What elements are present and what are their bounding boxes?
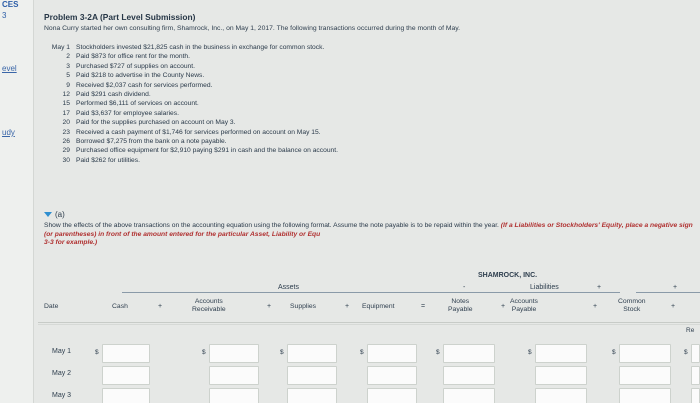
list-item — [44, 90, 338, 99]
col-header-accounts-payable — [510, 298, 538, 314]
minus-sign: - — [463, 284, 466, 291]
list-item — [44, 156, 338, 165]
row-date: May 3 — [52, 392, 72, 399]
table-row — [38, 388, 700, 403]
nav-label-number[interactable]: 3 — [2, 11, 7, 20]
col-header-date: Date — [44, 303, 59, 310]
group-label-assets: Assets — [278, 284, 300, 291]
col-header-line: Payable — [448, 306, 473, 313]
currency-sign: $ — [95, 349, 99, 356]
list-item — [44, 146, 338, 155]
plus-sign: + — [267, 303, 272, 310]
txn-date: 5 — [66, 72, 70, 80]
instructions-emphasis: (If a Liabilities or Stockholders' Equity, place a negative sign (or parentheses) in front of the amount entered for the particular Asset, Liability or Equ — [44, 222, 693, 238]
currency-sign: $ — [360, 349, 364, 356]
part-a-instructions — [44, 222, 700, 248]
list-item — [44, 43, 338, 52]
list-item — [44, 81, 338, 90]
accounts-receivable-input[interactable] — [209, 366, 259, 385]
currency-sign: $ — [612, 349, 616, 356]
txn-date: 29 — [62, 147, 70, 155]
txn-desc: Stockholders invested $21,825 cash in the business in exchange for common stock. — [76, 44, 325, 51]
list-item — [44, 109, 338, 118]
col-header-line: Receivable — [192, 306, 226, 313]
common-stock-input[interactable] — [619, 388, 671, 403]
currency-sign: $ — [436, 349, 440, 356]
cash-input[interactable] — [102, 344, 150, 363]
txn-date: 3 — [66, 62, 70, 70]
table-row — [38, 366, 700, 388]
col-header-line: Stock — [623, 306, 641, 313]
col-header-line: Accounts — [194, 298, 223, 305]
plus-sign: + — [671, 303, 676, 310]
problem-content — [38, 0, 700, 403]
next-column-input[interactable] — [691, 344, 700, 363]
cash-input[interactable] — [102, 388, 150, 403]
equals-sign: = — [421, 303, 426, 310]
col-header-truncated: Re — [686, 327, 695, 334]
list-item — [44, 71, 338, 80]
group-rule-equity — [636, 292, 700, 293]
plus-sign: + — [597, 284, 602, 291]
notes-payable-input[interactable] — [443, 344, 495, 363]
txn-desc: Paid for the supplies purchased on account on May 3. — [76, 119, 236, 127]
txn-desc: Performed $6,111 of services on account. — [76, 100, 199, 108]
txn-date: 23 — [62, 128, 70, 136]
equipment-input[interactable] — [367, 388, 417, 403]
txn-date: 15 — [62, 100, 70, 108]
supplies-input[interactable] — [287, 344, 337, 363]
currency-sign: $ — [684, 349, 688, 356]
instructions-plain: Show the effects of the above transactions on the accounting equation using the following format. Assume the note payable is to be repaid within the year. — [44, 222, 499, 229]
cash-input[interactable] — [102, 366, 150, 385]
txn-date: 26 — [62, 137, 70, 145]
txn-date: May 1 — [51, 44, 70, 51]
nav-link-study[interactable]: udy — [2, 128, 15, 137]
col-header-accounts-receivable — [192, 298, 226, 314]
plus-sign: + — [158, 303, 163, 310]
accounts-receivable-input[interactable] — [209, 344, 259, 363]
plus-sign: + — [345, 303, 350, 310]
next-column-input[interactable] — [691, 388, 700, 403]
currency-sign: $ — [202, 349, 206, 356]
txn-desc: Received a cash payment of $1,746 for services performed on account on May 15. — [76, 128, 321, 136]
col-header-line: Payable — [511, 306, 537, 313]
list-item — [44, 137, 338, 146]
header-divider — [38, 324, 700, 325]
accounts-payable-input[interactable] — [535, 344, 587, 363]
txn-desc: Paid $291 cash dividend. — [76, 90, 151, 98]
accounts-receivable-input[interactable] — [209, 388, 259, 403]
problem-title: Problem 3-2A (Part Level Submission) — [44, 12, 196, 22]
col-header-supplies: Supplies — [290, 303, 317, 310]
equipment-input[interactable] — [367, 344, 417, 363]
plus-sign: + — [673, 284, 678, 291]
currency-sign: $ — [280, 349, 284, 356]
txn-desc: Borrowed $7,275 from the bank on a note payable. — [76, 137, 227, 145]
group-rule-assets — [122, 292, 478, 293]
txn-desc: Paid $3,637 for employee salaries. — [76, 109, 179, 117]
col-header-line: Accounts — [510, 298, 538, 305]
txn-desc: Paid $262 for utilities. — [76, 156, 140, 164]
currency-sign: $ — [528, 349, 532, 356]
plus-sign: + — [501, 303, 506, 310]
list-item — [44, 118, 338, 127]
equipment-input[interactable] — [367, 366, 417, 385]
txn-desc: Purchased office equipment for $2,910 paying $291 in cash and the balance on account. — [76, 147, 338, 155]
company-name: SHAMROCK, INC. — [478, 272, 538, 279]
transaction-list — [44, 43, 338, 165]
list-item — [44, 52, 338, 61]
accounts-payable-input[interactable] — [535, 388, 587, 403]
txn-date: 9 — [66, 81, 70, 89]
txn-date: 20 — [62, 119, 70, 127]
col-header-common-stock — [618, 298, 646, 314]
col-header-line: Notes — [451, 298, 470, 305]
list-item — [44, 62, 338, 71]
caret-down-icon — [44, 212, 52, 217]
col-header-cash: Cash — [112, 303, 128, 310]
group-rule-liabilities — [478, 292, 620, 293]
common-stock-input[interactable] — [619, 344, 671, 363]
plus-sign: + — [593, 303, 598, 310]
nav-link-level[interactable]: evel — [2, 64, 17, 73]
row-date: May 2 — [52, 370, 72, 377]
txn-date: 17 — [62, 109, 70, 117]
header-divider — [38, 322, 700, 323]
supplies-input[interactable] — [287, 366, 337, 385]
table-row — [38, 344, 700, 366]
problem-intro: Nona Curry started her own consulting firm, Shamrock, Inc., on May 1, 2017. The following transactions occurred during the month of May. — [44, 25, 461, 32]
txn-desc: Purchased $727 of supplies on account. — [76, 62, 195, 70]
list-item — [44, 128, 338, 137]
common-stock-input[interactable] — [619, 366, 671, 385]
col-header-equipment: Equipment — [362, 303, 395, 310]
txn-date: 30 — [62, 156, 70, 164]
row-date: May 1 — [52, 348, 72, 355]
list-item — [44, 99, 338, 108]
notes-payable-input[interactable] — [443, 366, 495, 385]
part-a-label: (a) — [55, 210, 65, 219]
notes-payable-input[interactable] — [443, 388, 495, 403]
nav-label-ces[interactable]: CES — [2, 0, 19, 9]
part-a-toggle[interactable] — [44, 210, 65, 219]
txn-date: 2 — [66, 53, 70, 61]
col-header-notes-payable — [448, 298, 473, 314]
supplies-input[interactable] — [287, 388, 337, 403]
next-column-input[interactable] — [691, 366, 700, 385]
accounts-payable-input[interactable] — [535, 366, 587, 385]
left-nav-strip — [0, 0, 34, 403]
txn-desc: Paid $873 for office rent for the month. — [76, 53, 191, 61]
txn-desc: Paid $218 to advertise in the County News. — [76, 72, 205, 80]
group-label-liabilities: Liabilities — [530, 284, 559, 291]
col-header-line: Common — [618, 298, 646, 305]
txn-date: 12 — [62, 90, 70, 98]
instructions-emphasis-2: 3-3 for example.) — [44, 239, 98, 247]
txn-desc: Received $2,037 cash for services performed. — [76, 81, 213, 89]
